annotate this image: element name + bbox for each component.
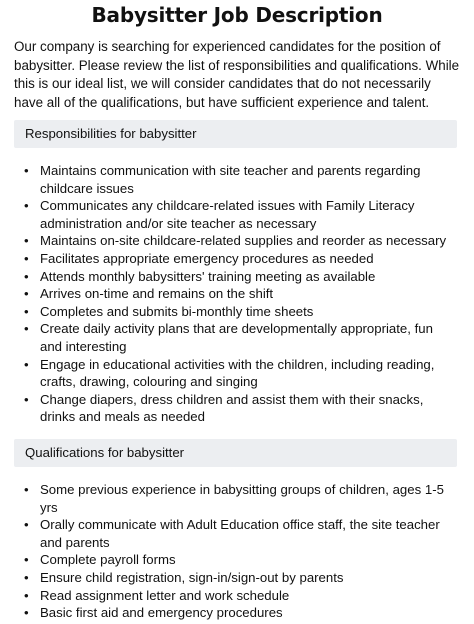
bullet-icon: • bbox=[24, 569, 29, 585]
list-item-text: Create daily activity plans that are developmentally appropriate, fun and interesting bbox=[40, 321, 433, 354]
list-item bbox=[22, 481, 454, 516]
bullet-icon: • bbox=[24, 587, 29, 603]
bullet-icon: • bbox=[24, 605, 29, 621]
bullet-icon: • bbox=[24, 552, 29, 568]
list-item bbox=[22, 516, 454, 551]
page-title: Babysitter Job Description bbox=[91, 3, 383, 27]
responsibilities-list bbox=[22, 162, 454, 426]
list-item-text: Maintains on-site childcare-related supplies and reorder as necessary bbox=[40, 233, 447, 249]
bullet-icon: • bbox=[24, 303, 29, 319]
list-item-text: Communicates any childcare-related issues with Family Literacy administration and/or site teacher as necessary bbox=[40, 198, 415, 231]
list-item-text: Some previous experience in babysitting groups of children, ages 1-5 yrs bbox=[40, 482, 444, 515]
list-item bbox=[22, 197, 454, 232]
list-item bbox=[22, 285, 454, 303]
list-item bbox=[22, 268, 454, 286]
bullet-icon: • bbox=[24, 391, 29, 407]
intro-paragraph: Our company is searching for experienced candidates for the position of babysitter. Please review the list of responsibilities and qualifications. While this is our ideal list, we will consider candidates that do not necessarily have all of the qualifications, but have sufficient experience and talent. bbox=[14, 39, 460, 110]
bullet-icon: • bbox=[24, 198, 29, 214]
bullet-icon: • bbox=[24, 163, 29, 178]
list-item bbox=[22, 587, 454, 605]
list-item-text: Facilitates appropriate emergency procedures as needed bbox=[40, 250, 374, 266]
list-item-text: Completes and submits bi-monthly time sheets bbox=[40, 303, 314, 319]
list-item bbox=[22, 604, 454, 622]
list-item-text: Orally communicate with Adult Education office staff, the site teacher and parents bbox=[40, 517, 440, 550]
responsibilities-header bbox=[14, 120, 457, 148]
list-item-text: Complete payroll forms bbox=[40, 552, 176, 568]
bullet-icon: • bbox=[24, 286, 29, 302]
list-item bbox=[22, 569, 454, 587]
list-item bbox=[22, 232, 454, 250]
bullet-icon: • bbox=[24, 356, 29, 372]
list-item bbox=[22, 303, 454, 321]
qualifications-heading: Qualifications for babysitter bbox=[25, 445, 185, 460]
list-item-text: Arrives on-time and remains on the shift bbox=[40, 286, 274, 302]
list-item-text: Attends monthly babysitters' training meeting as available bbox=[40, 268, 376, 284]
list-item bbox=[22, 162, 454, 197]
bullet-icon: • bbox=[24, 482, 29, 497]
list-item-text: Ensure child registration, sign-in/sign-out by parents bbox=[40, 569, 344, 585]
list-item-text: Read assignment letter and work schedule bbox=[40, 587, 290, 603]
list-item bbox=[22, 551, 454, 569]
bullet-icon: • bbox=[24, 321, 29, 337]
list-item-text: Engage in educational activities with the children, including reading, crafts, drawing, colouring and singing bbox=[40, 356, 435, 390]
list-item bbox=[22, 320, 454, 355]
bullet-icon: • bbox=[24, 517, 29, 533]
list-item-text: Basic first aid and emergency procedures bbox=[40, 605, 283, 621]
qualifications-list bbox=[22, 481, 454, 622]
list-item-text: Maintains communication with site teacher and parents regarding childcare issues bbox=[40, 163, 421, 196]
bullet-icon: • bbox=[24, 250, 29, 266]
list-item bbox=[22, 356, 454, 391]
bullet-icon: • bbox=[24, 233, 29, 249]
responsibilities-heading: Responsibilities for babysitter bbox=[25, 126, 197, 141]
bullet-icon: • bbox=[24, 268, 29, 284]
list-item bbox=[22, 391, 454, 426]
list-item-text: Change diapers, dress children and assist them with their snacks, drinks and meals as needed bbox=[40, 391, 424, 425]
qualifications-header bbox=[14, 439, 457, 467]
list-item bbox=[22, 250, 454, 268]
